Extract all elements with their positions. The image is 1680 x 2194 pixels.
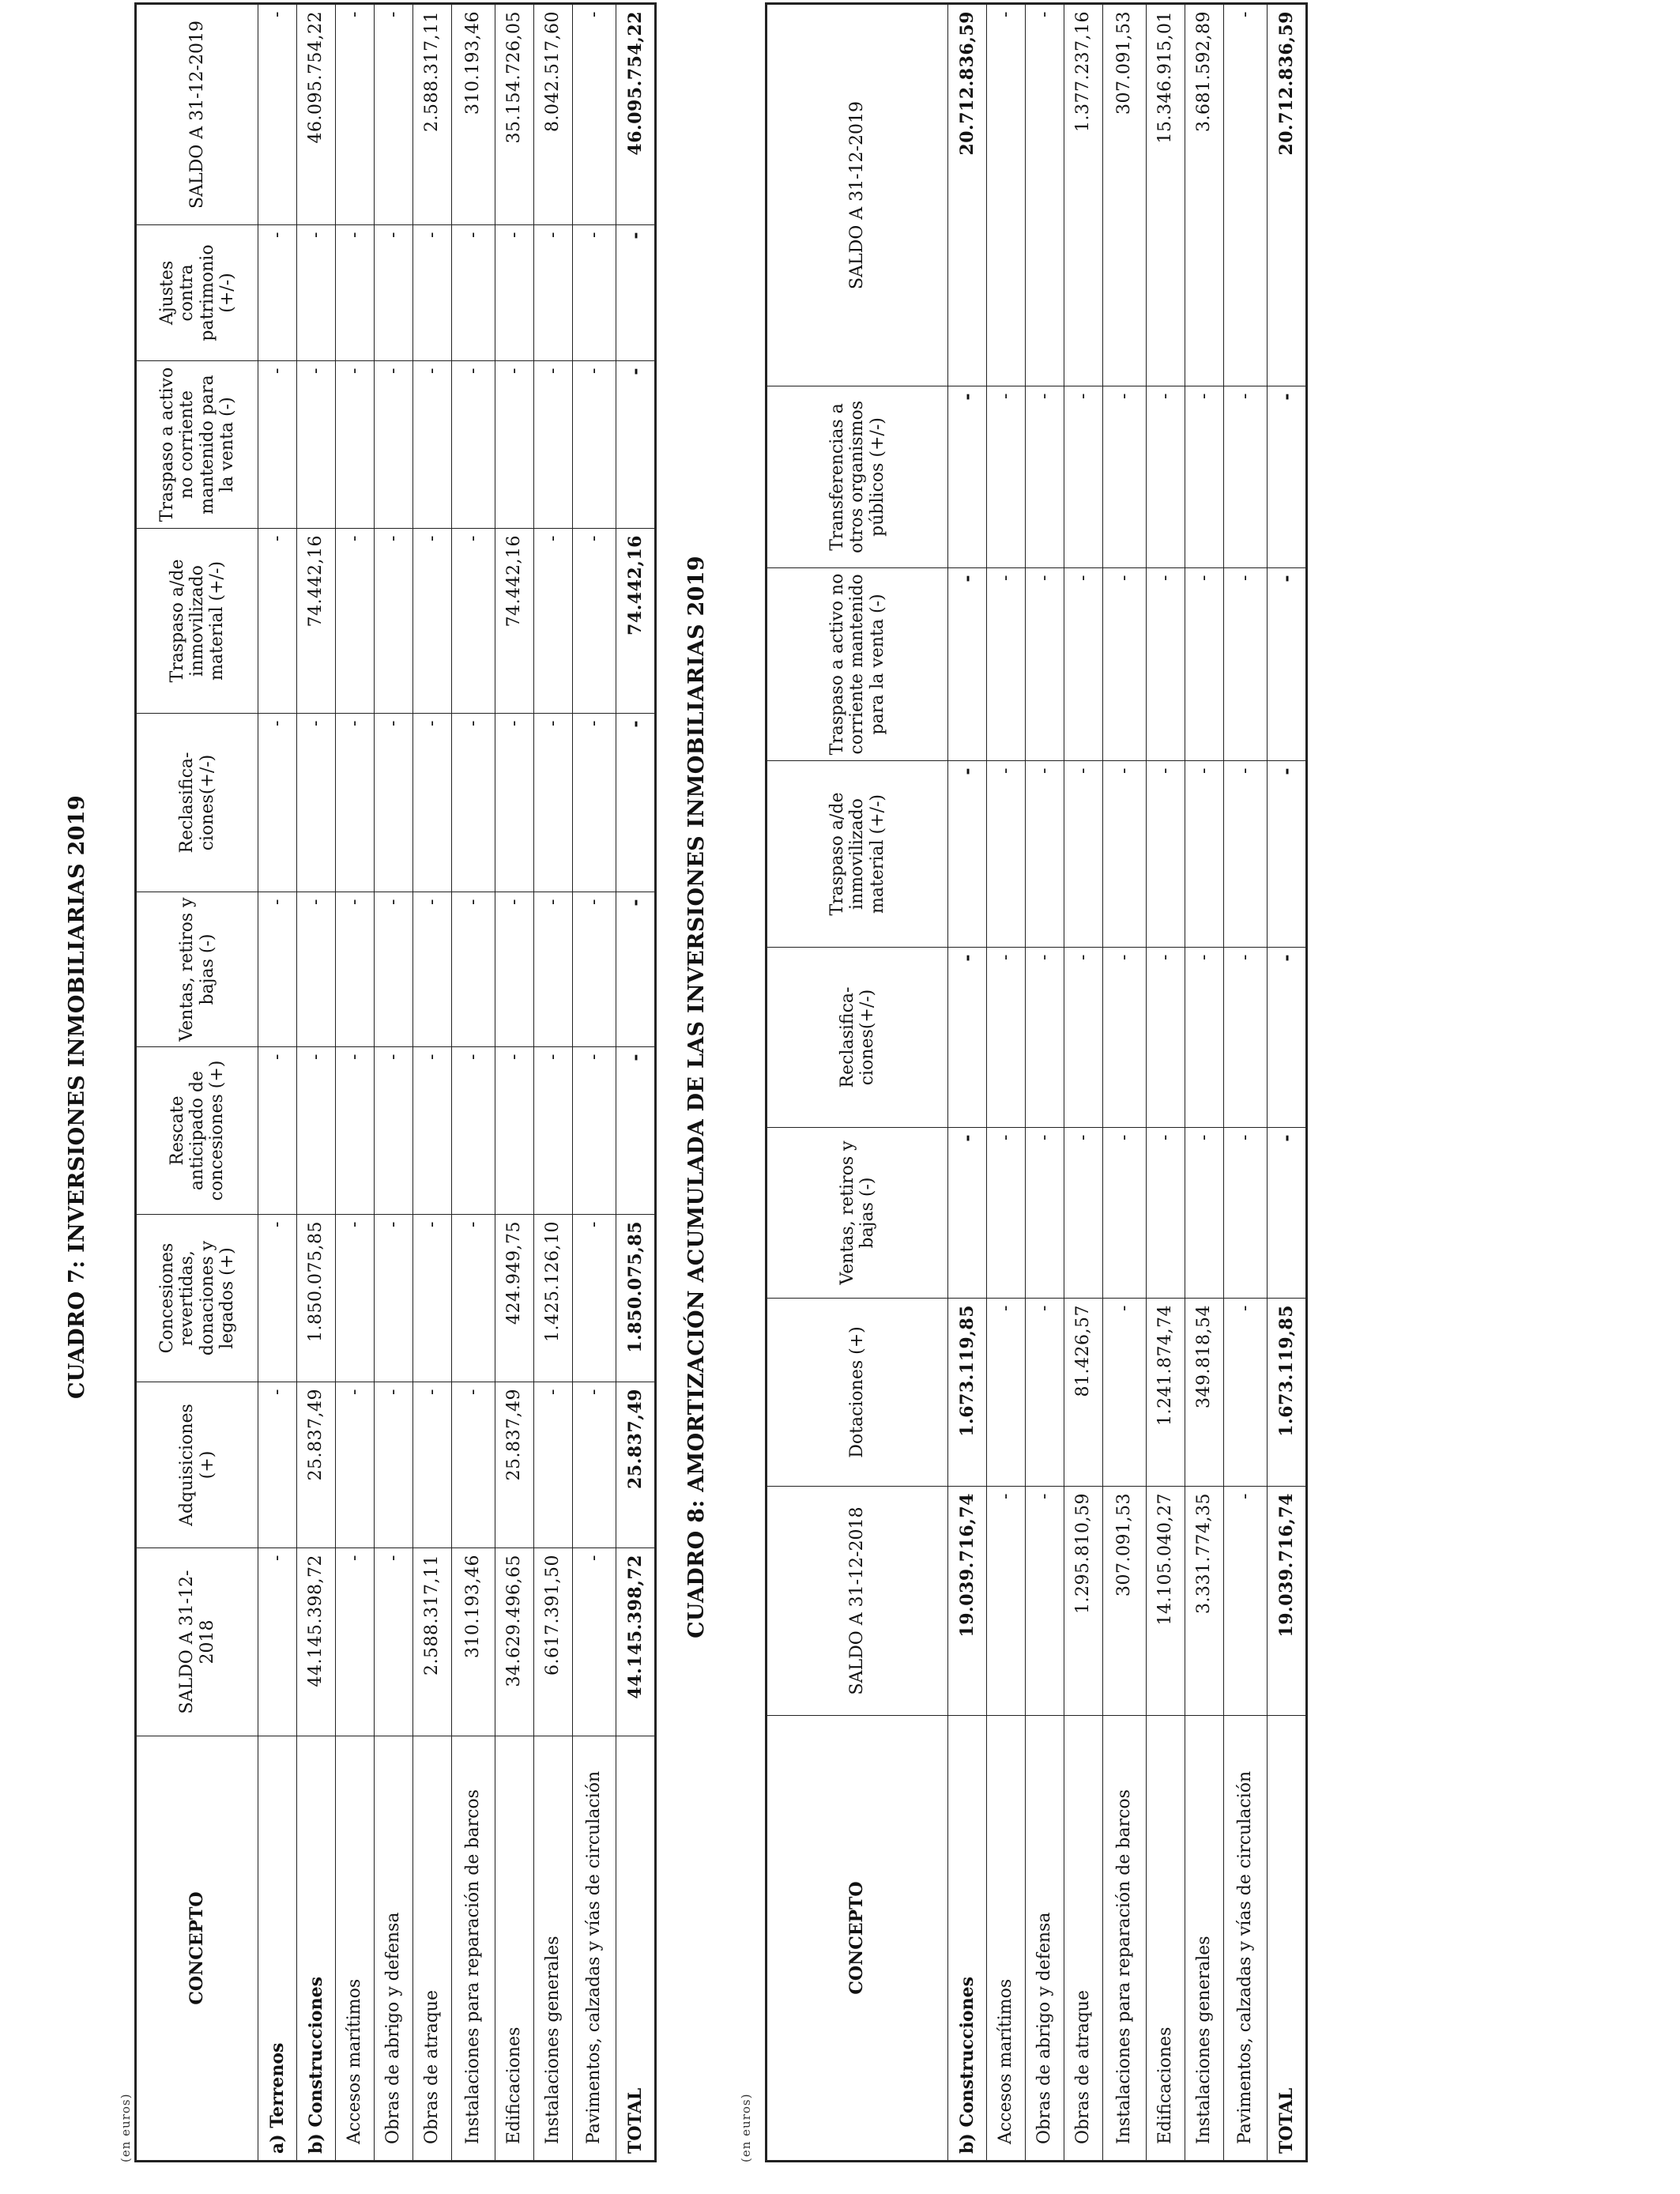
value-cell: 2.588.317,11 bbox=[413, 4, 452, 225]
table-row bbox=[1103, 4, 1147, 2162]
value-cell: - bbox=[1268, 761, 1307, 948]
value-cell: - bbox=[1185, 568, 1224, 761]
value-cell: - bbox=[258, 361, 297, 529]
value-cell: - bbox=[616, 225, 656, 361]
value-cell: - bbox=[336, 529, 375, 714]
cuadro8-header-col-1: SALDO A 31-12-2018 bbox=[767, 1487, 948, 1716]
table-row bbox=[297, 4, 336, 2162]
value-cell: - bbox=[573, 1047, 616, 1215]
cuadro-7-title: CUADRO 7: INVERSIONES INMOBILIARIAS 2019 bbox=[65, 795, 89, 1399]
value-cell: - bbox=[573, 4, 616, 225]
value-cell: 74.442,16 bbox=[297, 529, 336, 714]
value-cell: 1.295.810,59 bbox=[1064, 1487, 1103, 1716]
value-cell: - bbox=[987, 761, 1026, 948]
value-cell: - bbox=[987, 1128, 1026, 1299]
value-cell: - bbox=[297, 225, 336, 361]
value-cell: 424.949,75 bbox=[495, 1215, 534, 1382]
value-cell: - bbox=[375, 225, 413, 361]
cuadro7-header-col-7: Traspaso a/de inmovilizado material (+/-) bbox=[136, 529, 258, 714]
value-cell: 46.095.754,22 bbox=[297, 4, 336, 225]
value-cell: - bbox=[375, 1215, 413, 1382]
value-cell: - bbox=[452, 361, 495, 529]
cuadro-7-unit: (en euros) bbox=[119, 2093, 133, 2162]
value-cell: - bbox=[987, 386, 1026, 568]
value-cell: - bbox=[573, 1548, 616, 1736]
concepto-cell: Instalaciones generales bbox=[1185, 1716, 1224, 2162]
value-cell: - bbox=[336, 361, 375, 529]
value-cell: - bbox=[1026, 4, 1064, 386]
value-cell: - bbox=[948, 568, 987, 761]
value-cell: 15.346.915,01 bbox=[1147, 4, 1185, 386]
concepto-cell: Edificaciones bbox=[1147, 1716, 1185, 2162]
value-cell: - bbox=[1103, 948, 1147, 1128]
value-cell: 1.850.075,85 bbox=[297, 1215, 336, 1382]
value-cell: - bbox=[375, 1047, 413, 1215]
concepto-cell: Instalaciones generales bbox=[534, 1736, 573, 2162]
value-cell: - bbox=[987, 1299, 1026, 1487]
concepto-cell: TOTAL bbox=[1268, 1716, 1307, 2162]
value-cell: - bbox=[1147, 948, 1185, 1128]
value-cell: - bbox=[1224, 761, 1268, 948]
value-cell: - bbox=[336, 714, 375, 892]
value-cell: - bbox=[948, 761, 987, 948]
cuadro-7-header-row bbox=[136, 4, 258, 2162]
value-cell: - bbox=[336, 1382, 375, 1548]
value-cell: 74.442,16 bbox=[616, 529, 656, 714]
value-cell: - bbox=[948, 948, 987, 1128]
value-cell: - bbox=[297, 361, 336, 529]
concepto-cell: Instalaciones para reparación de barcos bbox=[1103, 1716, 1147, 2162]
value-cell: - bbox=[258, 714, 297, 892]
concepto-cell: TOTAL bbox=[616, 1736, 656, 2162]
value-cell: - bbox=[258, 1382, 297, 1548]
value-cell: - bbox=[1026, 386, 1064, 568]
value-cell: - bbox=[413, 1215, 452, 1382]
value-cell: - bbox=[452, 1382, 495, 1548]
table-row bbox=[1064, 4, 1103, 2162]
value-cell: - bbox=[495, 892, 534, 1047]
value-cell: - bbox=[534, 529, 573, 714]
concepto-cell: Accesos marítimos bbox=[336, 1736, 375, 2162]
value-cell: - bbox=[573, 225, 616, 361]
concepto-cell: Obras de atraque bbox=[1064, 1716, 1103, 2162]
value-cell: - bbox=[258, 4, 297, 225]
table-row bbox=[1268, 4, 1307, 2162]
value-cell: - bbox=[573, 714, 616, 892]
value-cell: - bbox=[534, 892, 573, 1047]
concepto-cell: Obras de atraque bbox=[413, 1736, 452, 2162]
value-cell: - bbox=[413, 361, 452, 529]
value-cell: - bbox=[258, 529, 297, 714]
value-cell: - bbox=[1064, 1128, 1103, 1299]
cuadro7-header-col-10: SALDO A 31-12-2019 bbox=[136, 4, 258, 225]
value-cell: - bbox=[1268, 568, 1307, 761]
value-cell: - bbox=[1026, 761, 1064, 948]
table-row bbox=[1026, 4, 1064, 2162]
value-cell: - bbox=[1064, 568, 1103, 761]
value-cell: - bbox=[495, 225, 534, 361]
value-cell: 1.850.075,85 bbox=[616, 1215, 656, 1382]
value-cell: - bbox=[336, 1215, 375, 1382]
value-cell: - bbox=[1103, 568, 1147, 761]
value-cell: - bbox=[1064, 948, 1103, 1128]
value-cell: 1.425.126,10 bbox=[534, 1215, 573, 1382]
cuadro8-header-col-5: Traspaso a/de inmovilizado material (+/-) bbox=[767, 761, 948, 948]
value-cell: - bbox=[297, 892, 336, 1047]
value-cell: - bbox=[616, 892, 656, 1047]
value-cell: 3.681.592,89 bbox=[1185, 4, 1224, 386]
value-cell: 34.629.496,65 bbox=[495, 1548, 534, 1736]
value-cell: - bbox=[948, 1128, 987, 1299]
value-cell: - bbox=[534, 361, 573, 529]
value-cell: 25.837,49 bbox=[297, 1382, 336, 1548]
concepto-cell: b) Construcciones bbox=[948, 1716, 987, 2162]
value-cell: 19.039.716,74 bbox=[1268, 1487, 1307, 1716]
value-cell: - bbox=[1026, 1299, 1064, 1487]
value-cell: 20.712.836,59 bbox=[1268, 4, 1307, 386]
value-cell: - bbox=[987, 568, 1026, 761]
cuadro7-header-col-3: Concesiones revertidas, donaciones y legados (+) bbox=[136, 1215, 258, 1382]
value-cell: - bbox=[1103, 386, 1147, 568]
cuadro7-header-col-2: Adquisiciones (+) bbox=[136, 1382, 258, 1548]
value-cell: - bbox=[1224, 1487, 1268, 1716]
value-cell: - bbox=[1026, 1487, 1064, 1716]
concepto-cell: Pavimentos, calzadas y vías de circulación bbox=[573, 1736, 616, 2162]
value-cell: - bbox=[336, 892, 375, 1047]
value-cell: 81.426,57 bbox=[1064, 1299, 1103, 1487]
concepto-cell: Pavimentos, calzadas y vías de circulación bbox=[1224, 1716, 1268, 2162]
value-cell: - bbox=[258, 1215, 297, 1382]
cuadro7-header-col-5: Ventas, retiros y bajas (-) bbox=[136, 892, 258, 1047]
value-cell: - bbox=[297, 1047, 336, 1215]
value-cell: - bbox=[258, 892, 297, 1047]
cuadro8-header-col-4: Reclasifica-ciones(+/-) bbox=[767, 948, 948, 1128]
value-cell: - bbox=[1026, 1128, 1064, 1299]
value-cell: - bbox=[1268, 948, 1307, 1128]
cuadro-8-title: CUADRO 8: AMORTIZACIÓN ACUMULADA DE LAS INVERSIONES INMOBILIARIAS 2019 bbox=[684, 556, 709, 1638]
cuadro7-header-concepto: CONCEPTO bbox=[136, 1736, 258, 2162]
value-cell: - bbox=[413, 714, 452, 892]
value-cell: 25.837,49 bbox=[495, 1382, 534, 1548]
value-cell: - bbox=[258, 225, 297, 361]
value-cell: - bbox=[452, 1047, 495, 1215]
value-cell: 20.712.836,59 bbox=[948, 4, 987, 386]
value-cell: - bbox=[1103, 1128, 1147, 1299]
value-cell: - bbox=[1147, 1128, 1185, 1299]
value-cell: - bbox=[336, 1548, 375, 1736]
value-cell: - bbox=[495, 1047, 534, 1215]
value-cell: - bbox=[1103, 761, 1147, 948]
concepto-cell: Instalaciones para reparación de barcos bbox=[452, 1736, 495, 2162]
concepto-cell: a) Terrenos bbox=[258, 1736, 297, 2162]
table-row bbox=[1185, 4, 1224, 2162]
value-cell: - bbox=[1224, 948, 1268, 1128]
value-cell: - bbox=[258, 1047, 297, 1215]
value-cell: - bbox=[1064, 386, 1103, 568]
value-cell: - bbox=[452, 529, 495, 714]
cuadro-7-body bbox=[258, 4, 656, 2162]
cuadro8-header-col-3: Ventas, retiros y bajas (-) bbox=[767, 1128, 948, 1299]
cuadro7-header-col-1: SALDO A 31-12-2018 bbox=[136, 1548, 258, 1736]
value-cell: 2.588.317,11 bbox=[413, 1548, 452, 1736]
value-cell: - bbox=[375, 892, 413, 1047]
table-row bbox=[336, 4, 375, 2162]
table-row bbox=[534, 4, 573, 2162]
value-cell: - bbox=[1147, 386, 1185, 568]
value-cell: - bbox=[573, 1215, 616, 1382]
value-cell: - bbox=[534, 1047, 573, 1215]
value-cell: 1.377.237,16 bbox=[1064, 4, 1103, 386]
value-cell: 44.145.398,72 bbox=[297, 1548, 336, 1736]
value-cell: - bbox=[336, 1047, 375, 1215]
value-cell: - bbox=[495, 361, 534, 529]
cuadro7-header-col-8: Traspaso a activo no corriente mantenido para la venta (-) bbox=[136, 361, 258, 529]
value-cell: - bbox=[1064, 761, 1103, 948]
value-cell: - bbox=[1185, 386, 1224, 568]
cuadro7-header-col-9: Ajustes contra patrimonio (+/-) bbox=[136, 225, 258, 361]
value-cell: 44.145.398,72 bbox=[616, 1548, 656, 1736]
concepto-cell: b) Construcciones bbox=[297, 1736, 336, 2162]
value-cell: - bbox=[987, 948, 1026, 1128]
value-cell: - bbox=[616, 1047, 656, 1215]
value-cell: - bbox=[413, 225, 452, 361]
value-cell: - bbox=[573, 1382, 616, 1548]
value-cell: - bbox=[534, 225, 573, 361]
value-cell: - bbox=[1224, 1128, 1268, 1299]
table-row bbox=[375, 4, 413, 2162]
value-cell: - bbox=[1224, 386, 1268, 568]
value-cell: - bbox=[413, 529, 452, 714]
cuadro-8-header-row bbox=[767, 4, 948, 2162]
value-cell: - bbox=[573, 361, 616, 529]
cuadro8-header-concepto: CONCEPTO bbox=[767, 1716, 948, 2162]
table-row bbox=[495, 4, 534, 2162]
value-cell: - bbox=[413, 1047, 452, 1215]
value-cell: - bbox=[534, 1382, 573, 1548]
value-cell: - bbox=[987, 4, 1026, 386]
value-cell: 1.241.874,74 bbox=[1147, 1299, 1185, 1487]
cuadro7-header-col-6: Reclasifica-ciones(+/-) bbox=[136, 714, 258, 892]
value-cell: - bbox=[495, 714, 534, 892]
value-cell: - bbox=[1224, 1299, 1268, 1487]
cuadro8-header-col-6: Traspaso a activo no corriente mantenido para la venta (-) bbox=[767, 568, 948, 761]
value-cell: - bbox=[1224, 568, 1268, 761]
value-cell: - bbox=[1185, 1128, 1224, 1299]
value-cell: 25.837,49 bbox=[616, 1382, 656, 1548]
value-cell: - bbox=[413, 892, 452, 1047]
value-cell: 6.617.391,50 bbox=[534, 1548, 573, 1736]
value-cell: - bbox=[1026, 948, 1064, 1128]
value-cell: - bbox=[297, 714, 336, 892]
table-row bbox=[258, 4, 297, 2162]
cuadro8-header-col-2: Dotaciones (+) bbox=[767, 1299, 948, 1487]
value-cell: - bbox=[375, 1382, 413, 1548]
value-cell: 46.095.754,22 bbox=[616, 4, 656, 225]
value-cell: - bbox=[413, 1382, 452, 1548]
value-cell: - bbox=[258, 1548, 297, 1736]
table-row bbox=[1224, 4, 1268, 2162]
value-cell: 310.193,46 bbox=[452, 1548, 495, 1736]
table-row bbox=[452, 4, 495, 2162]
value-cell: 8.042.517,60 bbox=[534, 4, 573, 225]
value-cell: - bbox=[336, 225, 375, 361]
cuadro7-header-col-4: Rescate anticipado de concesiones (+) bbox=[136, 1047, 258, 1215]
value-cell: - bbox=[616, 714, 656, 892]
value-cell: 1.673.119,85 bbox=[1268, 1299, 1307, 1487]
value-cell: - bbox=[375, 361, 413, 529]
value-cell: - bbox=[1268, 1128, 1307, 1299]
value-cell: 307.091,53 bbox=[1103, 4, 1147, 386]
value-cell: - bbox=[1185, 761, 1224, 948]
value-cell: - bbox=[375, 714, 413, 892]
value-cell: - bbox=[452, 225, 495, 361]
table-row bbox=[573, 4, 616, 2162]
value-cell: 349.818,54 bbox=[1185, 1299, 1224, 1487]
concepto-cell: Obras de abrigo y defensa bbox=[1026, 1716, 1064, 2162]
cuadro8-header-col-7: Transferencias a otros organismos públicos (+/-) bbox=[767, 386, 948, 568]
cuadro-8-body bbox=[948, 4, 1307, 2162]
concepto-cell: Obras de abrigo y defensa bbox=[375, 1736, 413, 2162]
cuadro-8-unit: (en euros) bbox=[739, 2093, 753, 2162]
value-cell: - bbox=[375, 529, 413, 714]
value-cell: - bbox=[987, 1487, 1026, 1716]
value-cell: 1.673.119,85 bbox=[948, 1299, 987, 1487]
value-cell: - bbox=[573, 892, 616, 1047]
value-cell: - bbox=[1185, 948, 1224, 1128]
value-cell: - bbox=[948, 386, 987, 568]
table-row bbox=[987, 4, 1026, 2162]
value-cell: 310.193,46 bbox=[452, 4, 495, 225]
cuadro-8-table bbox=[765, 2, 1308, 2162]
value-cell: - bbox=[1224, 4, 1268, 386]
cuadro8-header-col-8: SALDO A 31-12-2019 bbox=[767, 4, 948, 386]
value-cell: 35.154.726,05 bbox=[495, 4, 534, 225]
value-cell: - bbox=[1268, 386, 1307, 568]
value-cell: - bbox=[1026, 568, 1064, 761]
value-cell: - bbox=[375, 1548, 413, 1736]
concepto-cell: Edificaciones bbox=[495, 1736, 534, 2162]
table-row bbox=[616, 4, 656, 2162]
value-cell: - bbox=[1147, 568, 1185, 761]
value-cell: 19.039.716,74 bbox=[948, 1487, 987, 1716]
value-cell: - bbox=[1147, 761, 1185, 948]
concepto-cell: Accesos marítimos bbox=[987, 1716, 1026, 2162]
value-cell: - bbox=[375, 4, 413, 225]
value-cell: 14.105.040,27 bbox=[1147, 1487, 1185, 1716]
table-row bbox=[1147, 4, 1185, 2162]
value-cell: 3.331.774,35 bbox=[1185, 1487, 1224, 1716]
value-cell: - bbox=[452, 892, 495, 1047]
table-row bbox=[948, 4, 987, 2162]
value-cell: 74.442,16 bbox=[495, 529, 534, 714]
value-cell: - bbox=[452, 714, 495, 892]
value-cell: - bbox=[336, 4, 375, 225]
value-cell: - bbox=[573, 529, 616, 714]
value-cell: - bbox=[452, 1215, 495, 1382]
value-cell: - bbox=[534, 714, 573, 892]
value-cell: 307.091,53 bbox=[1103, 1487, 1147, 1716]
cuadro-7-table bbox=[134, 2, 657, 2162]
value-cell: - bbox=[616, 361, 656, 529]
value-cell: - bbox=[1103, 1299, 1147, 1487]
table-row bbox=[413, 4, 452, 2162]
